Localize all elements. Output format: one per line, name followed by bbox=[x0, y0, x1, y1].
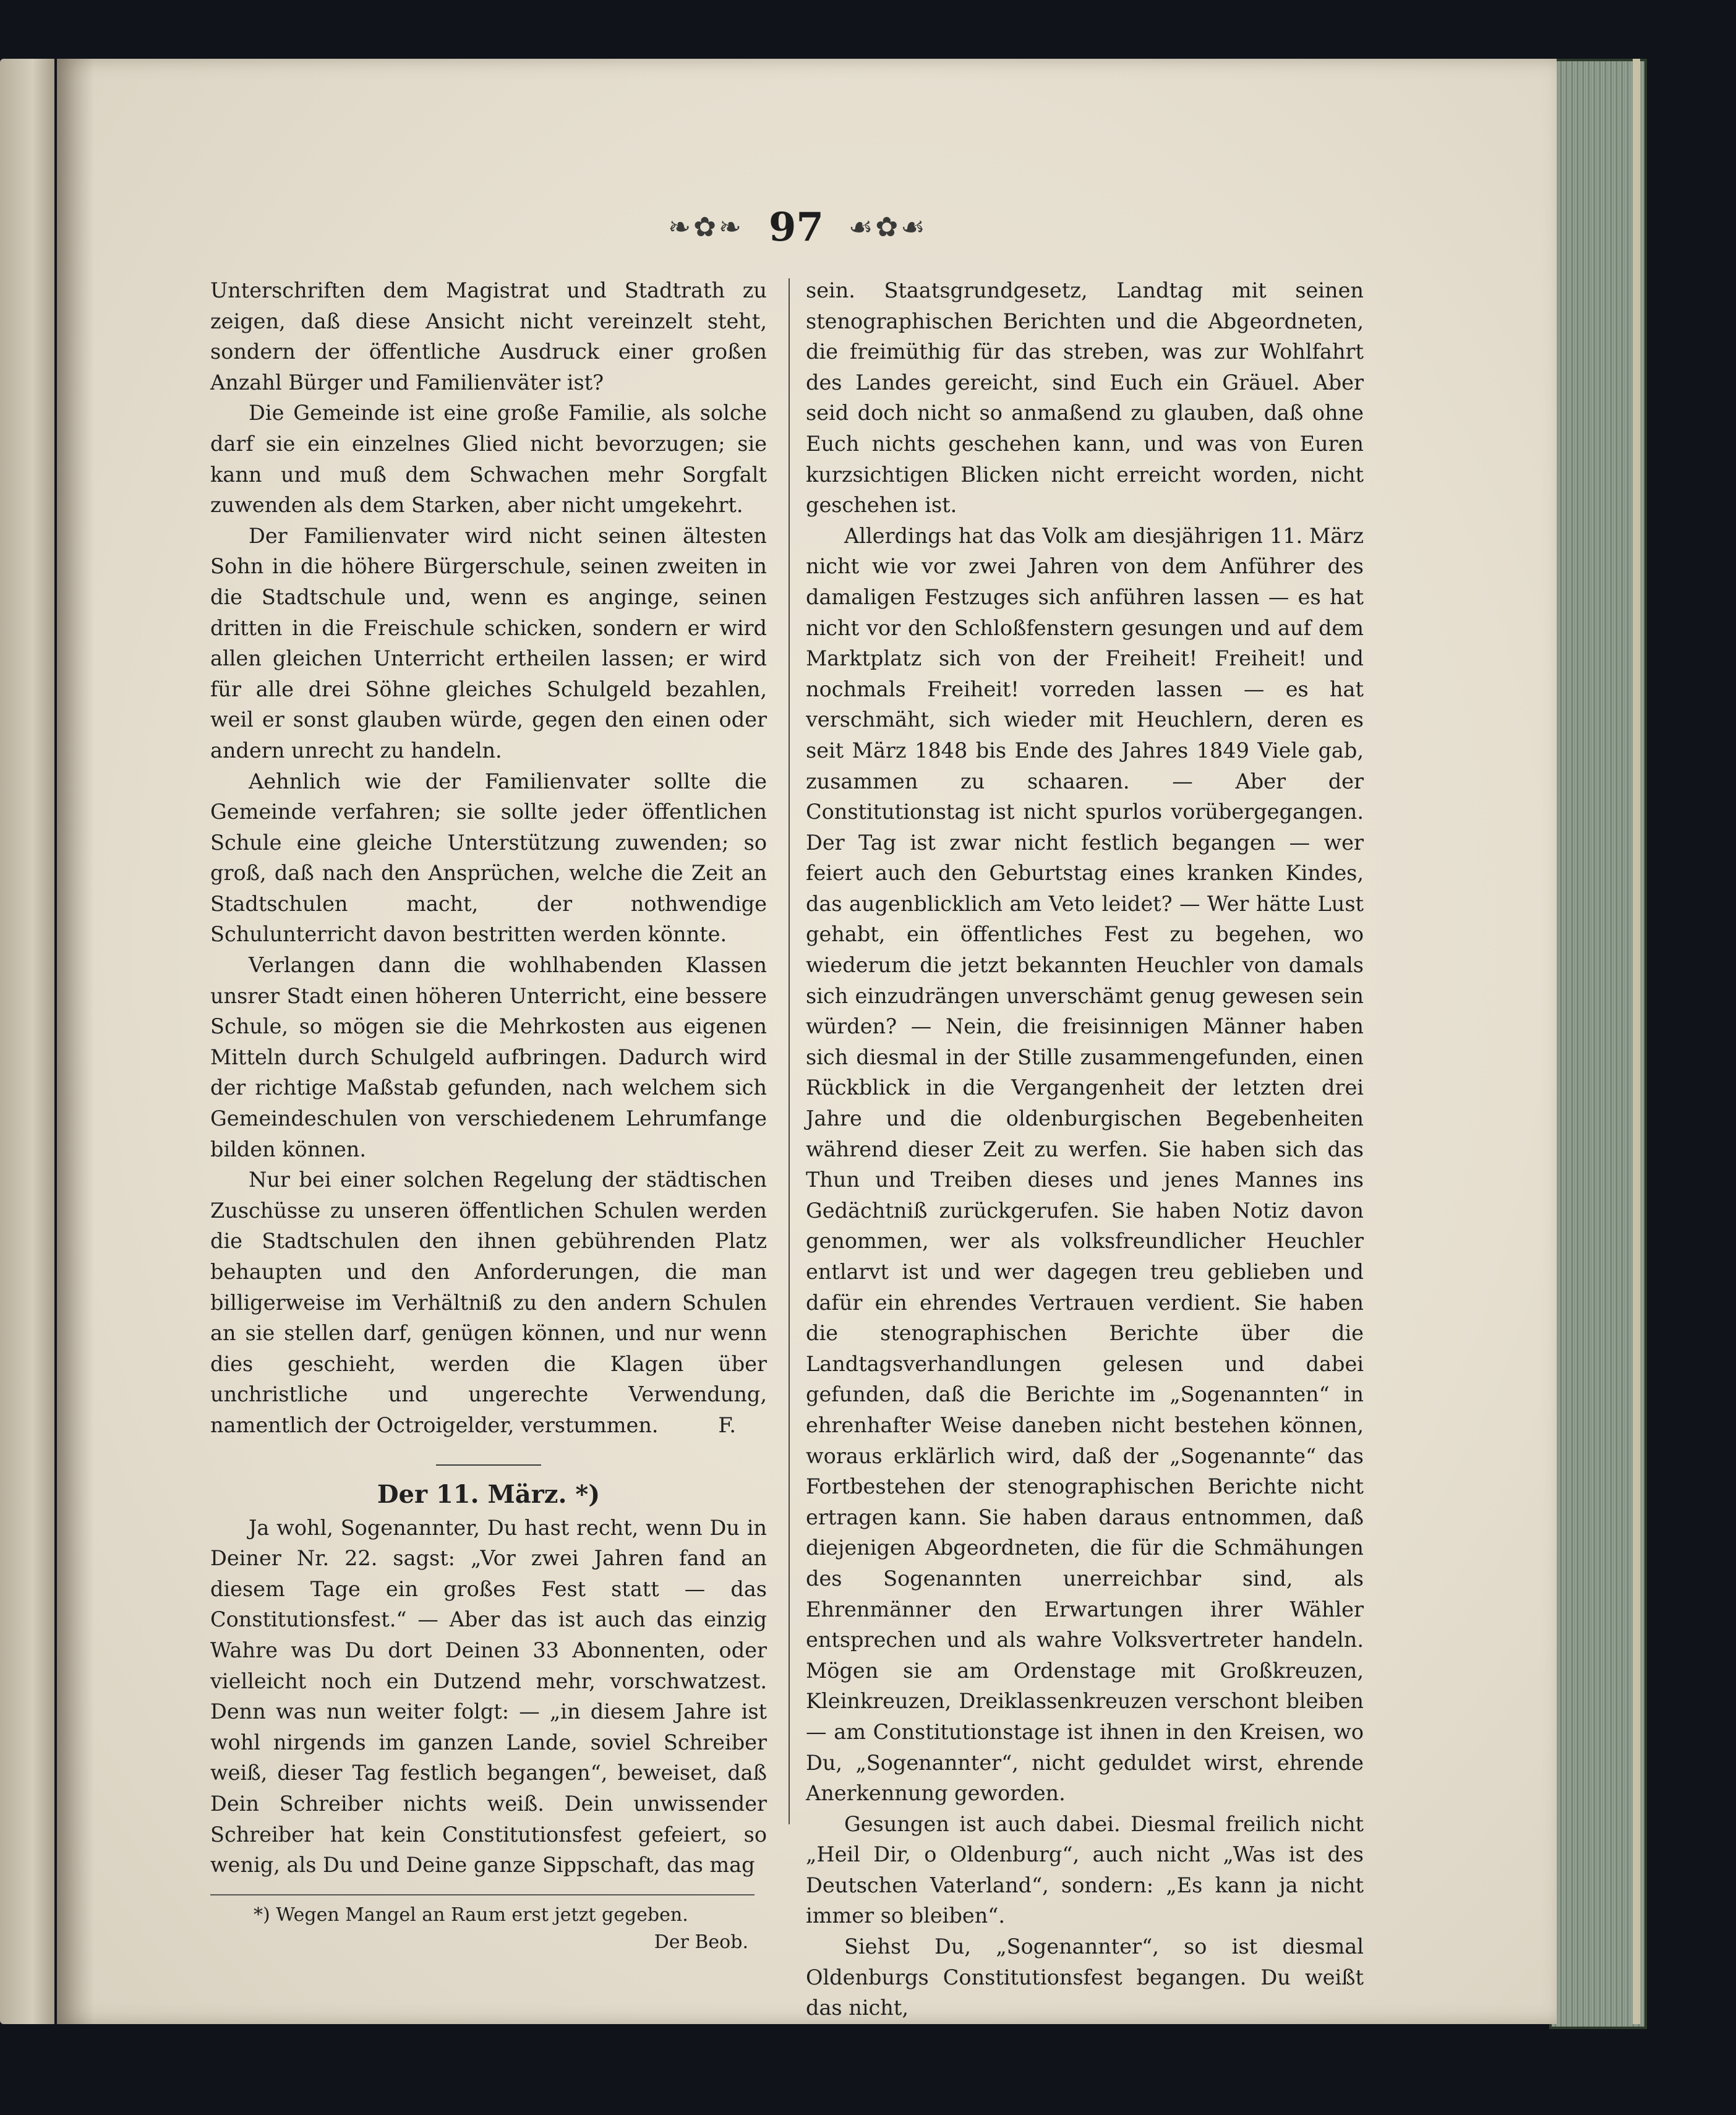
gutter-shadow bbox=[57, 59, 94, 2024]
ornament-left-icon: ❧✿❧ bbox=[668, 211, 744, 243]
paragraph: sein. Staatsgrundgesetz, Landtag mit seinen stenographischen Berichten und die Abgeordneten, die freimüthig für das streben, was zur Wohlfahrt des Landes gereicht, sind Euch ein Gräuel. Aber seid doch nicht so anmaßend zu glauben, daß ohne Euch nichts geschehen kann, und was von Euren kurzsichtigen Blicken nicht erreicht worden, nicht geschehen ist. bbox=[806, 278, 1364, 518]
column-divider bbox=[789, 278, 790, 1824]
author-signature: F. bbox=[718, 1412, 736, 1437]
paragraph: Der Familienvater wird nicht seinen ältesten Sohn in die höhere Bürgerschule, seinen zweiten in die Stadtschule und, wenn es anginge, seinen dritten in die Freischule schicken, sondern er wird allen gleichen Unterricht ertheilen lassen; er wird für alle drei Söhne gleiches Schulgeld bezahlen, weil er sonst glauben würde, gegen den einen oder andern unrecht zu handeln. bbox=[210, 523, 767, 763]
footnote: *) Wegen Mangel an Raum erst jetzt gegeben. bbox=[254, 1904, 688, 1926]
left-column bbox=[210, 275, 767, 1956]
section-title: Der 11. März. *) bbox=[377, 1479, 601, 1509]
paragraph: Unterschriften dem Magistrat und Stadtrath zu zeigen, daß diese Ansicht nicht vereinzelt steht, sondern der öffentliche Ausdruck einer großen Anzahl Bürger und Familienväter ist? bbox=[210, 278, 767, 395]
paragraph: Allerdings hat das Volk am diesjährigen 11. März nicht wie vor zwei Jahren von dem Anführer des damaligen Festzuges sich anführen lassen — es hat nicht vor den Schloßfenstern gesungen und auf dem Marktplatz sich von der Freiheit! Freiheit! und nochmals Freiheit! vorreden lassen — es hat verschmäht, sich wieder mit Heuchlern, deren es seit März 1848 bis Ende des Jahres 1849 Viele gab, zusammen zu schaaren. — Aber der Constitutionstag ist nicht spurlos vorübergegangen. Der Tag ist zwar nicht festlich begangen — wer feiert auch den Geburtstag eines kranken Kindes, das augenblicklich am Veto leidet? — Wer hätte Lust gehabt, ein öffentliches Fest zu begehen, wo wiederum die jetzt bekannten Heuchler von damals sich einzudrängen unverschämt genug gewesen sein würden? — Nein, die freisinnigen Männer haben sich diesmal in der Stille zusammengefunden, einen Rückblick in die Vergangenheit der letzten drei Jahre und die oldenburgischen Begebenheiten während dieser Zeit zu werfen. Sie haben sich das Thun und Treiben dieses und jenes Mannes ins Gedächtniß zurückgerufen. Sie haben Notiz davon genommen, wer als volksfreundlicher Heuchler entlarvt ist und wer dagegen treu geblieben und dafür ein ehrendes Vertrauen verdient. Sie haben die stenographischen Berichte über die Landtagsverhandlungen gelesen und dabei gefunden, daß die Berichte im „Sogenannten“ in ehrenhafter Weise daneben nicht bestehen können, woraus erklärlich wird, daß der „Sogenannte“ das Fortbestehen der stenographischen Berichte nicht ertragen kann. Sie haben daraus entnommen, daß diejenigen Abgeordneten, die für die Schmähungen des Sogenannten unerreichbar sind, als Ehrenmänner den Erwartungen ihrer Wähler entsprechen und als wahre Volksvertreter handeln. Mögen sie am Ordenstage mit Großkreuzen, Kleinkreuzen, Dreiklassenkreuzen verschont bleiben — am Constitutionstage ist ihnen in den Kreisen, wo Du, „Sogenannter“, nicht geduldet wirst, ehrende Anerkennung geworden. bbox=[806, 523, 1364, 1806]
paragraph: Gesungen ist auch dabei. Diesmal freilich nicht „Heil Dir, o Oldenburg“, auch nicht „Was ist des Deutschen Vaterland“, sondern: „Es kann ja nicht immer so bleiben“. bbox=[806, 1811, 1364, 1928]
paragraph: Siehst Du, „Sogenannter“, so ist diesmal Oldenburgs Constitutionsfest begangen. Du weißt das nicht, bbox=[806, 1934, 1364, 2020]
facing-page-edge bbox=[0, 59, 54, 2024]
paragraph: Die Gemeinde ist eine große Familie, als solche darf sie ein einzelnes Glied nicht bevorzugen; sie kann und muß dem Schwachen mehr Sorgfalt zuwenden als dem Starken, aber nicht umgekehrt. bbox=[210, 401, 767, 518]
ornament-right-icon: ☙✿☙ bbox=[848, 211, 928, 243]
footnote-signature: Der Beob. bbox=[654, 1931, 748, 1953]
page-header bbox=[643, 199, 952, 255]
paragraph: Ja wohl, Sogenannter, Du hast recht, wenn Du in Deiner Nr. 22. sagst: „Vor zwei Jahren fand an diesem Tage ein großes Fest statt — das Constitutionsfest.“ — Aber das ist auch das einzig Wahre was Du dort Deinen 33 Abonnenten, oder vielleicht noch ein Dutzend mehr, vorschwatzest. Denn was nun weiter folgt: — „in diesem Jahre ist wohl nirgends im ganzen Lande, soviel Schreiber weiß, dieser Tag festlich begangen“, beweiset, daß Dein Schreiber nichts weiß. Dein unwissender Schreiber hat kein Constitutionsfest gefeiert, so wenig, als Du und Deine ganze Sippschaft, das mag bbox=[210, 1515, 767, 1878]
paragraph: Aehnlich wie der Familienvater sollte die Gemeinde verfahren; sie sollte jeder öffentlichen Schule eine gleiche Unterstützung zuwenden; so groß, daß nach den Ansprüchen, welche die Zeit an Stadtschulen macht, der nothwendige Schulunterricht davon bestritten werden könnte. bbox=[210, 769, 767, 947]
right-column bbox=[806, 275, 1364, 2023]
footnote-rule bbox=[210, 1894, 755, 1895]
book-cover-edge bbox=[1633, 59, 1640, 2024]
paragraph: Nur bei einer solchen Regelung der städtischen Zuschüsse zu unseren öffentlichen Schulen werden die Stadtschulen den ihnen gebührenden Platz behaupten und den Anforderungen, die man billigerweise im Verhältniß zu den andern Schulen an sie stellen darf, genügen können, und nur wenn dies geschieht, werden die Klagen über unchristliche und ungerechte Verwendung, namentlich der Octroigelder, verstummen. bbox=[210, 1168, 767, 1437]
paragraph: Verlangen dann die wohlhabenden Klassen unsrer Stadt einen höheren Unterricht, eine bessere Schule, so mögen sie die Mehrkosten aus eigenen Mitteln durch Schulgeld aufbringen. Dadurch wird der richtige Maßstab gefunden, nach welchem sich Gemeindeschulen von verschiedenem Lehrumfange bilden können. bbox=[210, 953, 767, 1161]
section-rule bbox=[436, 1464, 541, 1466]
page-number: 97 bbox=[768, 203, 824, 250]
